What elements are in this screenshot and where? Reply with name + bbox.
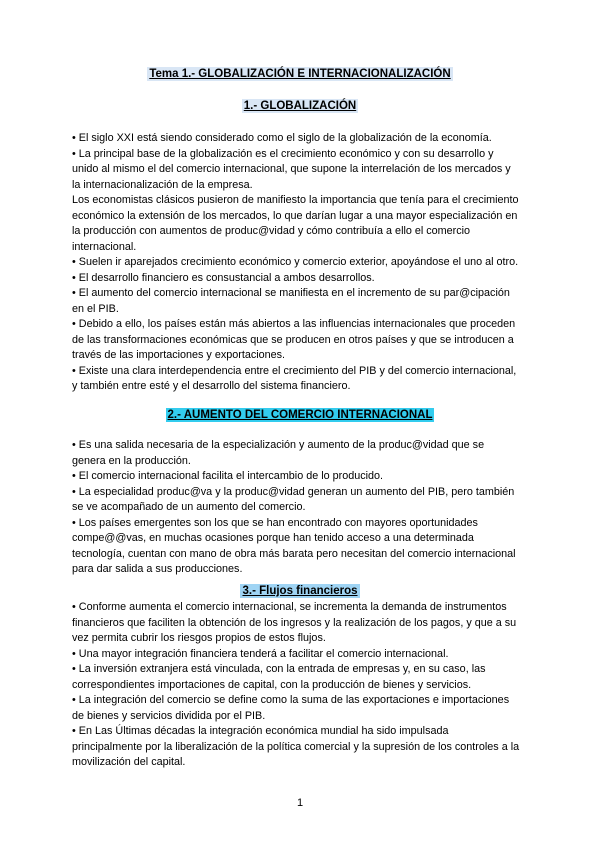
section-1-heading (0, 99, 600, 114)
section-2-heading (0, 408, 600, 423)
paragraph: • Debido a ello, los países están más abiertos a las influencias internacionales que proceden de las transformaciones económicas que se producen en otros países y que se introducen a través de las importaciones y exportaciones. (72, 318, 516, 361)
paragraph: Los economistas clásicos pusieron de manifiesto la importancia que tenía para el crecimiento económico la extensión de los mercados, lo que darían lugar a una mayor especialización en la producción con aumentos de produc@vidad y cómo contribuía a ello el comercio internacional. (72, 194, 519, 253)
paragraph: • Existe una clara interdependencia entre el crecimiento del PIB y del comercio internacional, y también entre esté y el desarrollo del sistema financiero. (72, 364, 517, 392)
paragraph: • El aumento del comercio internacional se manifiesta en el incremento de su par@cipación en el PIB. (72, 287, 510, 315)
section-3-heading-text: 3.- Flujos financieros (242, 585, 358, 597)
section-2-body (72, 438, 520, 578)
document-title (0, 67, 600, 82)
paragraph: • El comercio internacional facilita el intercambio de lo producido. (72, 470, 384, 482)
paragraph: • En Las Últimas décadas la integración económica mundial ha sido impulsada principalmente por la liberalización de la política comercial y la supresión de los controles a la movilización del capital. (72, 725, 520, 768)
paragraph: • La integración del comercio se define como la suma de las exportaciones e importaciones de bienes y servicios dividida por el PIB. (72, 694, 510, 722)
section-3-heading (0, 584, 600, 599)
paragraph: • La principal base de la globalización es el crecimiento económico y con su desarrollo y unido al mismo el del comercio internacional, que supone la interrelación de los mercados y la internacionalización de la empresa. (72, 147, 511, 191)
paragraph: • La inversión extranjera está vinculada, con la entrada de empresas y, en su caso, las correspondientes importaciones de capital, con la producción de bienes y servicios. (72, 663, 486, 691)
section-3-body (72, 600, 520, 771)
paragraph: • Conforme aumenta el comercio internacional, se incrementa la demanda de instrumentos financieros que faciliten la obtención de los ingresos y la realización de los pagos, y que a su vez permita cubrir los riesgos propios de estos flujos. (72, 601, 517, 644)
document-title-text: Tema 1.- GLOBALIZACIÓN E INTERNACIONALIZACIÓN (149, 68, 451, 80)
paragraph: • El desarrollo financiero es consustancial a ambos desarrollos. (72, 271, 375, 284)
paragraph: • El siglo XXI está siendo considerado como el siglo de la globalización de la economía. (72, 132, 492, 144)
paragraph: • Suelen ir aparejados crecimiento económico y comercio exterior, apoyándose el uno al otro. (72, 256, 519, 268)
paragraph: • Es una salida necesaria de la especialización y aumento de la produc@vidad que se genera en la producción. (72, 439, 485, 467)
paragraph: • La especialidad produc@va y la produc@vidad generan un aumento del PIB, pero también se ve acompañado de un aumento del comercio. (72, 485, 515, 513)
paragraph: • Los países emergentes son los que se han encontrado con mayores oportunidades compe@@vas, en muchas ocasiones porque han tenido acceso a una determinada tecnología, cuentan con mano de obra más barata pero necesitan del comercio internacional para dar salida a sus producciones. (72, 516, 516, 575)
section-2-heading-text: 2.- AUMENTO DEL COMERCIO INTERNACIONAL (167, 409, 433, 421)
section-1-body (72, 131, 520, 395)
paragraph: • Una mayor integración financiera tenderá a facilitar el comercio internacional. (72, 647, 449, 660)
section-1-heading-text: 1.- GLOBALIZACIÓN (243, 100, 357, 112)
page-number: 1 (296, 797, 304, 809)
